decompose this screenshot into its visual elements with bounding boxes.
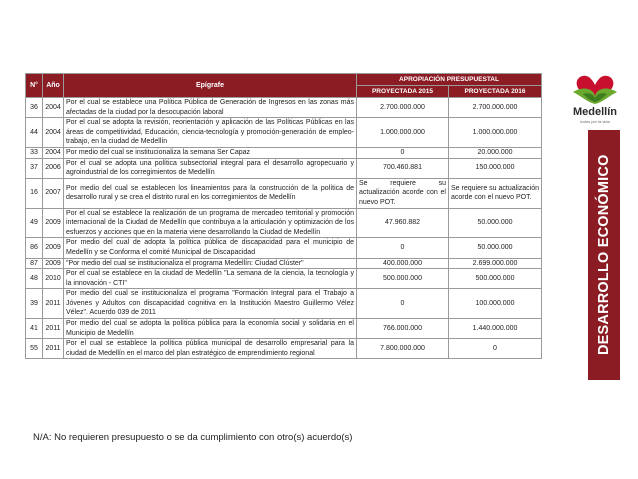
heart-logo-icon bbox=[563, 72, 627, 106]
col-header-year: Año bbox=[43, 74, 64, 98]
col-header-2016: PROYECTADA 2016 bbox=[449, 86, 542, 98]
row-number: 86 bbox=[26, 238, 43, 258]
row-projected-2015: Se requiere su actualización acorde con el nuevo POT. bbox=[357, 178, 449, 208]
row-number: 16 bbox=[26, 178, 43, 208]
row-epigrafe: Por el cual se adopta la revisión, reorientación y aplicación de las Políticas Públicas en las áreas de competitividad, Educación, ciencia-tecnología y promoción-generación de empleo-trabajo, en la ciudad de Medellín bbox=[64, 118, 357, 148]
row-projected-2016: 20.000.000 bbox=[449, 147, 542, 158]
row-epigrafe: "Por medio del cual se institucionaliza el programa Medellín: Ciudad Clúster" bbox=[64, 258, 357, 269]
row-projected-2016: 150.000.000 bbox=[449, 158, 542, 178]
row-projected-2016: 500.000.000 bbox=[449, 269, 542, 289]
row-year: 2009 bbox=[43, 238, 64, 258]
col-header-epigrafe: Epígrafe bbox=[64, 74, 357, 98]
row-year: 2007 bbox=[43, 178, 64, 208]
table-row bbox=[26, 258, 542, 269]
table-body bbox=[26, 98, 542, 359]
row-number: 87 bbox=[26, 258, 43, 269]
row-year: 2004 bbox=[43, 147, 64, 158]
row-projected-2016: 1.000.000.000 bbox=[449, 118, 542, 148]
row-year: 2011 bbox=[43, 339, 64, 359]
table-row bbox=[26, 208, 542, 238]
row-year: 2010 bbox=[43, 269, 64, 289]
row-projected-2016: 50.000.000 bbox=[449, 208, 542, 238]
row-projected-2015: 0 bbox=[357, 238, 449, 258]
side-band bbox=[588, 130, 620, 380]
row-year: 2009 bbox=[43, 258, 64, 269]
agreements-table bbox=[25, 73, 542, 359]
table-row bbox=[26, 339, 542, 359]
row-projected-2016: 0 bbox=[449, 339, 542, 359]
row-number: 55 bbox=[26, 339, 43, 359]
row-projected-2015: 700.460.881 bbox=[357, 158, 449, 178]
logo-wordmark: Medellín bbox=[572, 106, 617, 118]
row-number: 41 bbox=[26, 319, 43, 339]
row-projected-2016: 50.000.000 bbox=[449, 238, 542, 258]
row-epigrafe: Por el cual se establece la realización de un programa de mercadeo territorial y promoción internacional de la Ciudad de Medellín que contribuya a la articulación y optimización de los esfuerzos y acciones que en la materia viene desarrollando la Ciudad de Medellín bbox=[64, 208, 357, 238]
row-year: 2006 bbox=[43, 158, 64, 178]
col-header-appropriation: APROPIACIÓN PRESUPUESTAL bbox=[357, 74, 542, 86]
row-year: 2009 bbox=[43, 208, 64, 238]
row-number: 44 bbox=[26, 118, 43, 148]
row-epigrafe: Por medio del cual se establecen los lineamientos para la construcción de la política de desarrollo rural y se crea el distrito rural en los corregimientos de Medellín bbox=[64, 178, 357, 208]
table-row bbox=[26, 178, 542, 208]
row-projected-2015: 7.800.000.000 bbox=[357, 339, 449, 359]
table-row bbox=[26, 98, 542, 118]
row-projected-2016: Se requiere su actualización acorde con el nuevo POT. bbox=[449, 178, 542, 208]
row-projected-2015: 766.000.000 bbox=[357, 319, 449, 339]
row-projected-2016: 100.000.000 bbox=[449, 289, 542, 319]
row-epigrafe: Por el cual se adopta una política subsectorial integral para el desarrollo agropecuario y agroindustrial de los corregimientos de Medellín bbox=[64, 158, 357, 178]
row-epigrafe: Por medio del cual de adopta la política pública de discapacidad para el municipio de Medellín y se Conforma el comité Municipal de Discapacidad bbox=[64, 238, 357, 258]
table-row bbox=[26, 319, 542, 339]
side-band-label: DESARROLLO ECONÓMICO bbox=[596, 154, 612, 356]
table-row bbox=[26, 289, 542, 319]
row-year: 2004 bbox=[43, 118, 64, 148]
row-number: 37 bbox=[26, 158, 43, 178]
row-epigrafe: Por medio del cual se adopta la política pública para la economía social y solidaria en el Municipio de Medellín bbox=[64, 319, 357, 339]
table-row bbox=[26, 238, 542, 258]
row-number: 49 bbox=[26, 208, 43, 238]
row-number: 33 bbox=[26, 147, 43, 158]
row-projected-2015: 2.700.000.000 bbox=[357, 98, 449, 118]
table-row bbox=[26, 147, 542, 158]
medellin-logo bbox=[563, 72, 627, 124]
row-projected-2015: 0 bbox=[357, 147, 449, 158]
row-projected-2016: 1.440.000.000 bbox=[449, 319, 542, 339]
row-projected-2015: 0 bbox=[357, 289, 449, 319]
table-row bbox=[26, 269, 542, 289]
row-epigrafe: Por el cual se establece la política pública municipal de desarrollo empresarial para la ciudad de Medellín en el marco del plan estratégico de emprendimiento regional bbox=[64, 339, 357, 359]
table-row bbox=[26, 158, 542, 178]
row-projected-2016: 2.700.000.000 bbox=[449, 98, 542, 118]
row-projected-2016: 2.699.000.000 bbox=[449, 258, 542, 269]
row-year: 2011 bbox=[43, 289, 64, 319]
row-epigrafe: Por el cual se establece una Política Pública de Generación de Ingresos en las zonas más afectadas de la ciudad por la desocupación laboral bbox=[64, 98, 357, 118]
col-header-no: N° bbox=[26, 74, 43, 98]
row-number: 48 bbox=[26, 269, 43, 289]
footer-note: N/A: No requieren presupuesto o se da cumplimiento con otro(s) acuerdo(s) bbox=[33, 432, 353, 443]
row-epigrafe: Por medio del cual se institucionaliza el programa "Formación Integral para el Trabajo a Jóvenes y Adultos con discapacidad cognitiva en la Institución Maestro Guillermo Vélez Vélez". Acuerdo 039 de 2011 bbox=[64, 289, 357, 319]
row-year: 2004 bbox=[43, 98, 64, 118]
row-epigrafe: Por el cual se establece en la ciudad de Medellín "La semana de la ciencia, la tecnología y la innovación - CTI" bbox=[64, 269, 357, 289]
logo-tagline: todos por la vida bbox=[580, 119, 610, 124]
row-epigrafe: Por medio del cual se institucionaliza la semana Ser Capaz bbox=[64, 147, 357, 158]
row-projected-2015: 47.960.882 bbox=[357, 208, 449, 238]
row-number: 36 bbox=[26, 98, 43, 118]
table-row bbox=[26, 118, 542, 148]
row-number: 39 bbox=[26, 289, 43, 319]
row-year: 2011 bbox=[43, 319, 64, 339]
col-header-2015: PROYECTADA 2015 bbox=[357, 86, 449, 98]
row-projected-2015: 1.000.000.000 bbox=[357, 118, 449, 148]
row-projected-2015: 400.000.000 bbox=[357, 258, 449, 269]
row-projected-2015: 500.000.000 bbox=[357, 269, 449, 289]
